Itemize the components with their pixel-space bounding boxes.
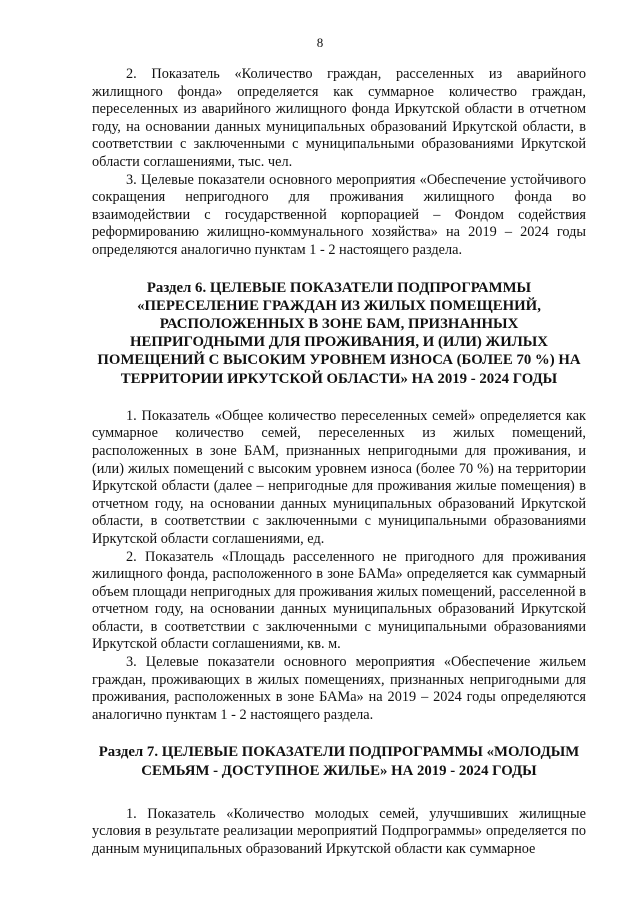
section-6-paragraph-3: 3. Целевые показатели основного мероприятия «Обеспечение жильем граждан, проживающих в жилых помещениях, признанных непригодными для проживания, расположенных в зоне БАМа» на 2019 – 2024 годы определяются аналогично пунктам 1 - 2 настоящего раздела. xyxy=(92,654,586,723)
section-6-paragraph-2: 2. Показатель «Площадь расселенного не пригодного для проживания жилищного фонда, расположенного в зоне БАМа» определяется как суммарный объем площади непригодных для проживания жилых помещений, расселенной в отчетном году, на основании данных муниципальных образований Иркутской области, в соответствии с заключенными с муниципальными образованиями Иркутской области соглашениями, кв. м. xyxy=(92,548,586,653)
page-number: 8 xyxy=(316,35,324,50)
page-content xyxy=(92,66,586,859)
paragraph-intro-3: 3. Целевые показатели основного мероприятия «Обеспечение устойчивого сокращения непригодного для проживания жилищного фонда во взаимодействии с государственной корпорацией – Фондом содействия реформированию жилищно-коммунального хозяйства» на 2019 – 2024 годы определяются аналогично пунктам 1 - 2 настоящего раздела. xyxy=(92,171,586,258)
section-7-heading: Раздел 7. ЦЕЛЕВЫЕ ПОКАЗАТЕЛИ ПОДПРОГРАММЫ «МОЛОДЫМ СЕМЬЯМ - ДОСТУПНОЕ ЖИЛЬЕ» НА 2019 - 2024 ГОДЫ xyxy=(98,744,580,779)
section-6-paragraph-1: 1. Показатель «Общее количество переселенных семей» определяется как суммарное количество семей, переселенных из жилых помещений, расположенных в зоне БАМ, признанных непригодными для проживания, и (или) жилых помещений с высоким уровнем износа (более 70 %) на территории Иркутской области (далее – непригодные для проживания жилые помещения) в отчетном году, на основании данных муниципальных образований Иркутской области, в соответствии с заключенными с муниципальными образованиями Иркутской области соглашениями, ед. xyxy=(92,407,586,547)
section-7-paragraph-1: 1. Показатель «Количество молодых семей, улучшивших жилищные условия в результате реализации мероприятий Подпрограммы» определяется по данным муниципальных образований Иркутской области как суммарное xyxy=(92,805,586,858)
section-6-heading: Раздел 6. ЦЕЛЕВЫЕ ПОКАЗАТЕЛИ ПОДПРОГРАММЫ «ПЕРЕСЕЛЕНИЕ ГРАЖДАН ИЗ ЖИЛЫХ ПОМЕЩЕНИЙ, РАСПОЛОЖЕННЫХ В ЗОНЕ БАМ, ПРИЗНАННЫХ НЕПРИГОДНЫМИ ДЛЯ ПРОЖИВАНИЯ, И (ИЛИ) ЖИЛЫХ ПОМЕЩЕНИЙ С ВЫСОКИМ УРОВНЕМ ИЗНОСА (БОЛЕЕ 70 %) НА ТЕРРИТОРИИ ИРКУТСКОЙ ОБЛАСТИ» НА 2019 - 2024 ГОДЫ xyxy=(97,279,581,387)
paragraph-intro-2: 2. Показатель «Количество граждан, расселенных из аварийного жилищного фонда» определяется как суммарное количество граждан, переселенных из аварийного жилищного фонда Иркутской области в отчетном году, на основании данных муниципальных образований Иркутской области, в соответствии с заключенными с муниципальными образованиями Иркутской области соглашениями, тыс. чел. xyxy=(92,66,586,170)
